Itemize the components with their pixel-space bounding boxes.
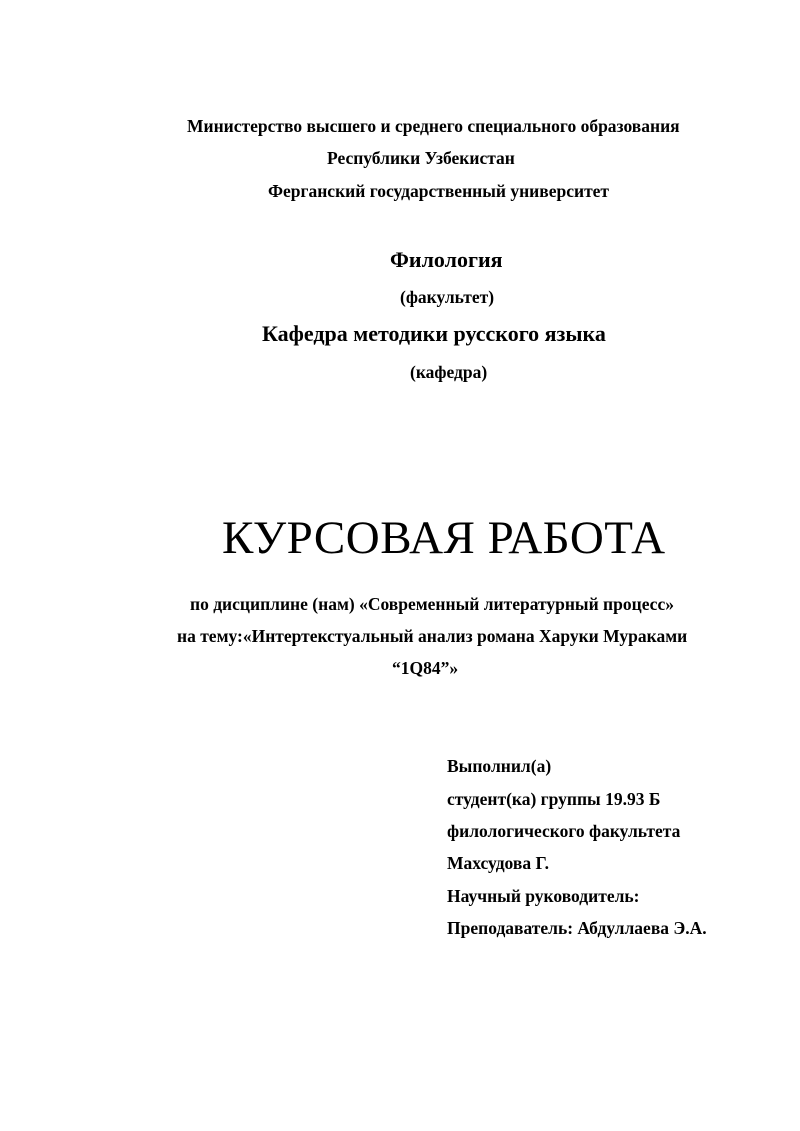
ministry-line-1: Министерство высшего и среднего специального образования bbox=[187, 116, 680, 136]
performed-by-label: Выполнил(а) bbox=[447, 756, 552, 776]
discipline-line: по дисциплине (нам) «Современный литературный процесс» bbox=[190, 594, 674, 614]
student-faculty: филологического факультета bbox=[447, 821, 681, 841]
topic-line-2: “1Q84”» bbox=[392, 658, 459, 678]
faculty-label: (факультет) bbox=[400, 287, 495, 307]
supervisor-name: Преподаватель: Абдуллаева Э.А. bbox=[447, 918, 707, 938]
student-name: Махсудова Г. bbox=[447, 853, 549, 873]
supervisor-label: Научный руководитель: bbox=[447, 886, 640, 906]
student-group: студент(ка) группы 19.93 Б bbox=[447, 789, 661, 809]
ministry-line-2: Республики Узбекистан bbox=[327, 148, 515, 168]
document-title: КУРСОВАЯ РАБОТА bbox=[222, 512, 666, 564]
faculty-name: Филология bbox=[390, 247, 503, 272]
department-label: (кафедра) bbox=[410, 362, 488, 382]
department-name: Кафедра методики русского языка bbox=[262, 321, 606, 346]
university-name: Ферганский государственный университет bbox=[268, 181, 610, 201]
topic-line-1: на тему:«Интертекстуальный анализ романа Харуки Мураками bbox=[177, 626, 688, 646]
